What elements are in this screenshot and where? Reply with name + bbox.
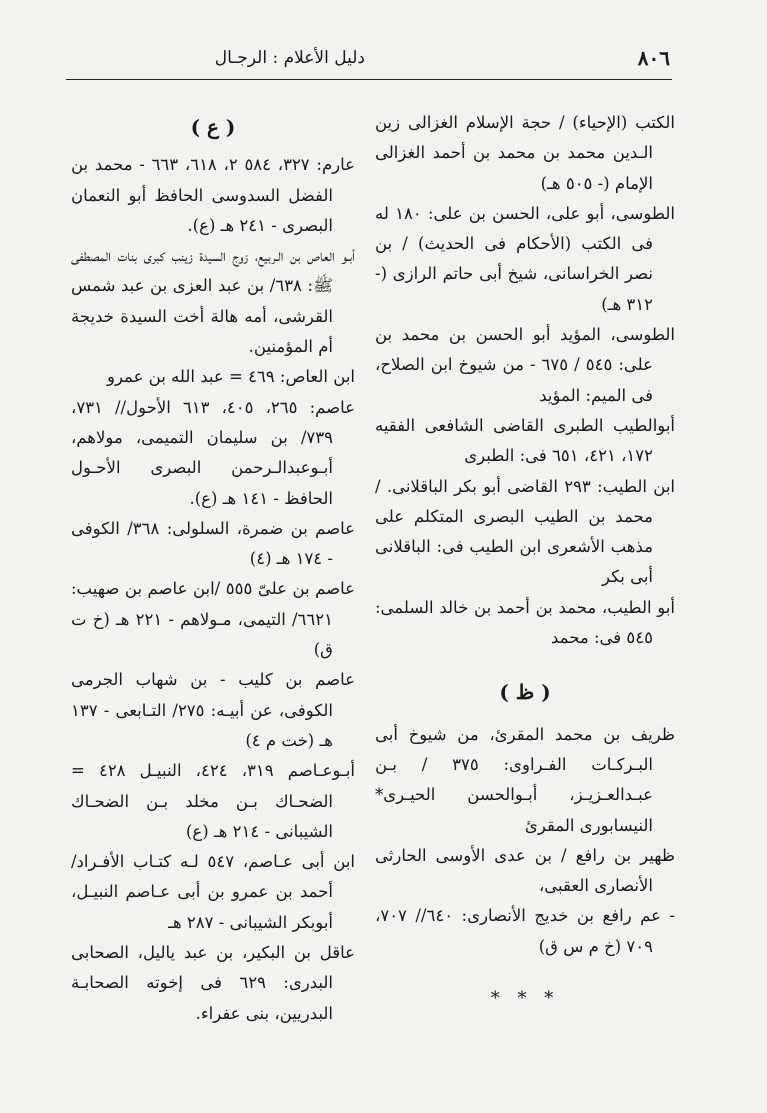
index-entry: الطوسى، أبو على، الحسن بن على: ١٨٠ له فى الكتب (الأحكام فى الحديث) / بن نصر الخراسانى، شيخ أبى حاتم الرازى (- ٣١٢ هـ) [375, 203, 675, 314]
page-header [74, 46, 670, 76]
end-mark: * * * [490, 988, 560, 1010]
index-entry: الطوسى، المؤيد أبو الحسن بن محمد بن على: ٥٤٥ / ٦٧٥ - من شيوخ ابن الصلاح، فى الميم: المؤيد [375, 325, 675, 405]
section-heading-zah: ( ظ ) [499, 680, 551, 705]
header-rule [66, 79, 672, 80]
index-entry: ابن العاص: ٤٦٩ = عبد الله بن عمرو [106, 367, 355, 387]
running-title: دليل الأعلام : الرجـال [214, 48, 365, 68]
index-entry: عاصم بن علىّ ٥٥٥ /ابن عاصم بن صهيب: ٦٦٢١/ التيمى، مـولاهم - ٢٢١ هـ (خ ت ق) [71, 579, 356, 660]
index-entry: الكتب (الإحياء) / حجة الإسلام الغزالى زين الـدين محمد بن محمد بن أحمد الغزالى الإمام (- ٥٠٥ هـ) [375, 113, 675, 193]
index-entry: - عم رافع بن خديج الأنصارى: ٦٤٠// ٧٠٧، ٧٠٩ (خ م س ق) [375, 906, 675, 956]
index-entry: عاصم بن كليب - بن شهاب الجرمى الكوفى، عن أبيـه: ٢٧٥/ التـابعى - ١٣٧ هـ (خت م ٤) [71, 670, 355, 750]
index-entry: أبو الطيب، محمد بن أحمد بن خالد السلمى: ٥٤٥ فى: محمد [375, 597, 675, 648]
index-entry: ابن أبى عـاصم، ٥٤٧ لـه كتـاب الأفـراد/ أحمد بن عمرو بن أبى عـاصم النبيـل، أبوبكر الشيبانى - ٢٨٧ هـ [71, 852, 355, 932]
page-number: ٨٠٦ [637, 46, 670, 70]
index-entry: عاصم بن ضمرة، السلولى: ٣٦٨/ الكوفى - ١٧٤ هـ (٤) [71, 518, 355, 569]
section-heading-ain: ( ع ) [190, 115, 236, 139]
right-column [375, 108, 675, 1014]
index-entry: ابن الطيب: ٢٩٣ القاضى أبو بكر الباقلانى. / محمد بن الطيب البصرى المتكلم على مذهب الأشعرى ابن الطيب فى: الباقلانى أبى بكر [375, 476, 675, 587]
index-entry: عاقل بن البكير، بن عبد ياليل، الصحابى البدرى: ٦٢٩ فى إخوته الصحابـة البدريين، بنى عفراء. [71, 943, 355, 1023]
index-entry: عارم: ٣٢٧، ٥٨٤ ٢، ٦١٨، ٦٦٣ - محمد بن الفضل السدوسى الحافظ أبو النعمان البصرى - ٢٤١ هـ (ع). [71, 155, 355, 235]
index-entry: ظريف بن محمد المقرئ، من شيوخ أبى البـركـات الفـراوى: ٣٧٥ / بـن عبـدالعـزيـز، أبـوالحسن الحيـرى* النيسابورى المقرئ [375, 724, 675, 835]
index-entry: أبـوعـاصم ٣١٩، ٤٢٤، النبيـل ٤٢٨ = الضحـاك بـن مخلد بـن الضحـاك الشيبانى - ٢١٤ هـ (ع) [71, 761, 355, 841]
index-entry: عاصم: ٢٦٥، ٤٠٥، ٦١٣ الأحول// ٧٣١، ٧٣٩/ بن سليمان التميمى، مولاهم، أبـوعبدالـرحمن البصرى الأحـول الحافظ - ١٤١ هـ (ع). [71, 397, 355, 508]
index-entry: أبـو العاص بن الـربيع، زوج السيدة زينب كبرى بنات المصطفى ﷺ: ٦٣٨/ بن عبد العزى بن عبد شمس القرشى، أمه هالة أخت السيدة خديجة أم المؤمنين. [71, 246, 355, 357]
left-column [71, 108, 355, 1029]
index-entry: أبوالطيب الطبرى القاضى الشافعى الفقيه ١٧٢، ٤٢١، ٦٥١ فى: الطبرى [375, 415, 675, 466]
index-entry: ظهير بن رافع / بن عدى الأوسى الحارثى الأنصارى العقبى، [375, 845, 675, 896]
